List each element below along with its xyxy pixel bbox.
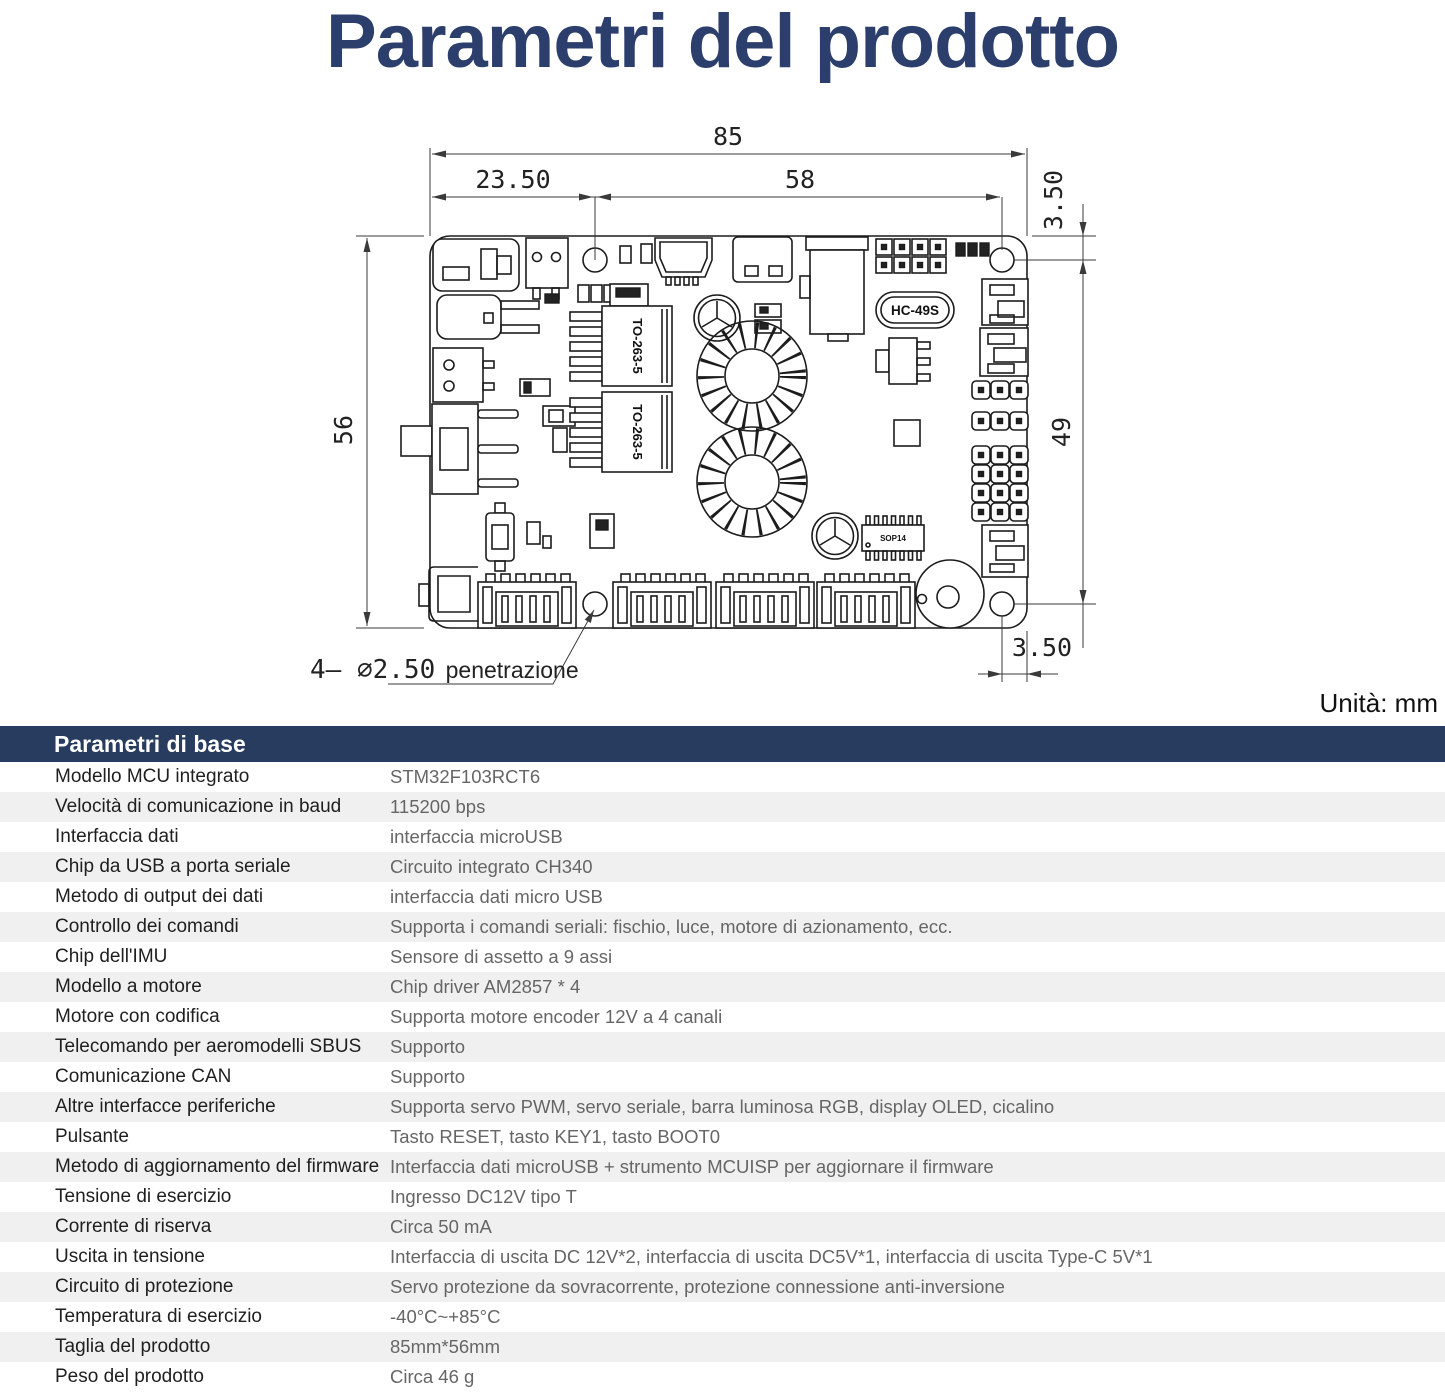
row-label: Circuito di protezione	[55, 1276, 234, 1297]
smd-resistor	[968, 243, 977, 256]
unit-label: Unità: mm	[1319, 688, 1438, 718]
toroid-inductor-2	[697, 427, 807, 537]
motor-connector-left-1	[437, 295, 539, 339]
row-label: Chip da USB a porta seriale	[55, 856, 291, 877]
table-row	[0, 1332, 1445, 1362]
table-row	[0, 1212, 1445, 1242]
row-value: STM32F103RCT6	[390, 766, 541, 787]
pin-header-3x1-a	[972, 381, 1028, 399]
row-label: Metodo di output dei dati	[55, 886, 264, 907]
smd-resistor	[980, 243, 989, 256]
row-label: Motore con codifica	[55, 1006, 220, 1027]
row-label: Taglia del prodotto	[55, 1336, 211, 1357]
table-row	[0, 1152, 1445, 1182]
servo-connector-4	[817, 574, 915, 628]
row-label: Chip dell'IMU	[55, 946, 168, 967]
table-row	[0, 1272, 1445, 1302]
crystal-hc49s	[876, 292, 954, 328]
row-value: interfaccia dati micro USB	[390, 886, 603, 907]
table-row	[0, 1032, 1445, 1062]
row-value: Circa 50 mA	[390, 1216, 492, 1237]
row-label: Peso del prodotto	[55, 1366, 204, 1387]
row-label: Velocità di comunicazione in baud	[55, 796, 342, 817]
sot223-transistor	[876, 338, 930, 384]
table-row	[0, 1002, 1445, 1032]
servo-connector-1	[478, 574, 576, 628]
power-slide-switch	[401, 404, 518, 494]
jst-connector-right-1	[982, 279, 1028, 325]
row-label: Modello a motore	[55, 976, 202, 997]
smd-part	[545, 294, 559, 303]
buzzer	[916, 560, 984, 628]
table-row	[0, 1302, 1445, 1332]
servo-connector-2	[613, 574, 711, 628]
pin-header-3x4	[972, 446, 1028, 521]
row-label: Modello MCU integrato	[55, 766, 250, 787]
row-value: Interfaccia di uscita DC 12V*2, interfaccia di uscita DC5V*1, interfaccia di uscita Type-C 5V*1	[390, 1246, 1153, 1267]
smd-resistor	[956, 243, 965, 256]
header-2x4	[876, 239, 946, 273]
smd-ic	[894, 420, 920, 446]
row-value: Sensore di assetto a 9 assi	[390, 946, 613, 967]
table-row	[0, 882, 1445, 912]
table-row	[0, 792, 1445, 822]
row-value: Circuito integrato CH340	[390, 856, 593, 877]
row-value: Supporta servo PWM, servo seriale, barra luminosa RGB, display OLED, cicalino	[390, 1096, 1055, 1117]
row-label: Pulsante	[55, 1126, 129, 1147]
row-value: Interfaccia dati microUSB + strumento MCUISP per aggiornare il firmware	[390, 1156, 994, 1177]
table-row	[0, 912, 1445, 942]
dim-width-right: 58	[784, 165, 816, 194]
table-header-title: Parametri di base	[54, 730, 246, 757]
capacitor-vent	[812, 513, 858, 559]
row-label: Tensione di esercizio	[55, 1186, 232, 1207]
table-header-bar	[0, 726, 1445, 762]
table-row	[0, 972, 1445, 1002]
row-value: interfaccia microUSB	[390, 826, 563, 847]
table-body	[0, 762, 1445, 1392]
smd-capacitor	[641, 244, 652, 263]
crystal-label: HC-49S	[890, 303, 940, 318]
table-row	[0, 1122, 1445, 1152]
smd-capacitor	[620, 246, 631, 263]
dim-height-total: 56	[329, 414, 358, 446]
hole-note: 4— ⌀2.50 penetrazione	[310, 655, 579, 685]
smd-part	[543, 536, 551, 548]
mosfet-label: TO-263-5	[630, 318, 645, 374]
jst-connector-right-3	[982, 525, 1028, 577]
two-pin-header	[526, 238, 568, 299]
row-label: Controllo dei comandi	[55, 916, 239, 937]
pcb-dimension-drawing	[0, 118, 1445, 718]
power-connector	[433, 239, 519, 291]
mosfet-to263-2	[570, 392, 672, 472]
jst-connector-right-2	[980, 328, 1028, 376]
row-label: Temperatura di esercizio	[55, 1306, 262, 1327]
table-row	[0, 762, 1445, 792]
dc-barrel-jack	[800, 237, 868, 341]
row-label: Metodo di aggiornamento del firmware	[55, 1156, 380, 1177]
smd-relay	[755, 304, 781, 333]
diode	[590, 514, 614, 548]
row-value: Tasto RESET, tasto KEY1, tasto BOOT0	[390, 1126, 721, 1147]
row-value: Servo protezione da sovracorrente, protezione connessione anti-inversione	[390, 1276, 1005, 1297]
table-row	[0, 852, 1445, 882]
row-value: Supporta i comandi seriali: fischio, luce, motore di azionamento, ecc.	[390, 916, 953, 937]
dim-hole-offset-top: 3.50	[1039, 169, 1068, 231]
page-title: Parametri del prodotto	[326, 0, 1119, 84]
sop14-ic	[862, 516, 924, 560]
row-value: 115200 bps	[390, 796, 486, 817]
smd-capacitor	[578, 285, 589, 302]
table-row	[0, 822, 1445, 852]
servo-connector-3	[716, 574, 814, 628]
mosfet-to263-1	[570, 306, 672, 386]
table-row	[0, 942, 1445, 972]
row-value: -40°C~+85°C	[390, 1306, 501, 1327]
row-label: Uscita in tensione	[55, 1246, 205, 1267]
table-row	[0, 1362, 1445, 1392]
dim-hole-offset-bottom: 3.50	[1011, 633, 1073, 662]
regulator-ic	[610, 284, 648, 306]
row-value: Chip driver AM2857 * 4	[390, 976, 581, 997]
dim-height-right: 49	[1047, 416, 1076, 448]
toroid-inductor-1	[697, 321, 807, 431]
row-label: Comunicazione CAN	[55, 1066, 232, 1087]
micro-usb-port	[655, 238, 712, 285]
table-row	[0, 1092, 1445, 1122]
row-value: Supporto	[390, 1036, 466, 1057]
sop14-label: SOP14	[880, 534, 906, 543]
pin-header-3x1-b	[972, 412, 1028, 430]
dim-width-left: 23.50	[475, 165, 551, 194]
mosfet-label: TO-263-5	[630, 404, 645, 460]
row-value: Circa 46 g	[390, 1366, 475, 1387]
row-label: Telecomando per aeromodelli SBUS	[55, 1036, 362, 1057]
row-value: Ingresso DC12V tipo T	[390, 1186, 577, 1207]
row-label: Interfaccia dati	[55, 826, 179, 847]
table-row	[0, 1242, 1445, 1272]
table-row	[0, 1182, 1445, 1212]
tact-switch	[486, 503, 514, 571]
smd-part	[527, 522, 540, 544]
smd-capacitor	[591, 285, 602, 302]
smd-part	[553, 428, 567, 452]
motor-connector-left-2	[433, 348, 494, 402]
row-label: Corrente di riserva	[55, 1216, 212, 1237]
row-value: Supporto	[390, 1066, 466, 1087]
table-row	[0, 1062, 1445, 1092]
row-value: Supporta motore encoder 12V a 4 canali	[390, 1006, 723, 1027]
row-label: Altre interfacce periferiche	[55, 1096, 276, 1117]
row-value: 85mm*56mm	[390, 1336, 500, 1357]
dim-width-total: 85	[712, 122, 744, 151]
audio-jack	[419, 567, 478, 621]
usb-c-port	[733, 237, 792, 282]
diode	[520, 379, 550, 396]
